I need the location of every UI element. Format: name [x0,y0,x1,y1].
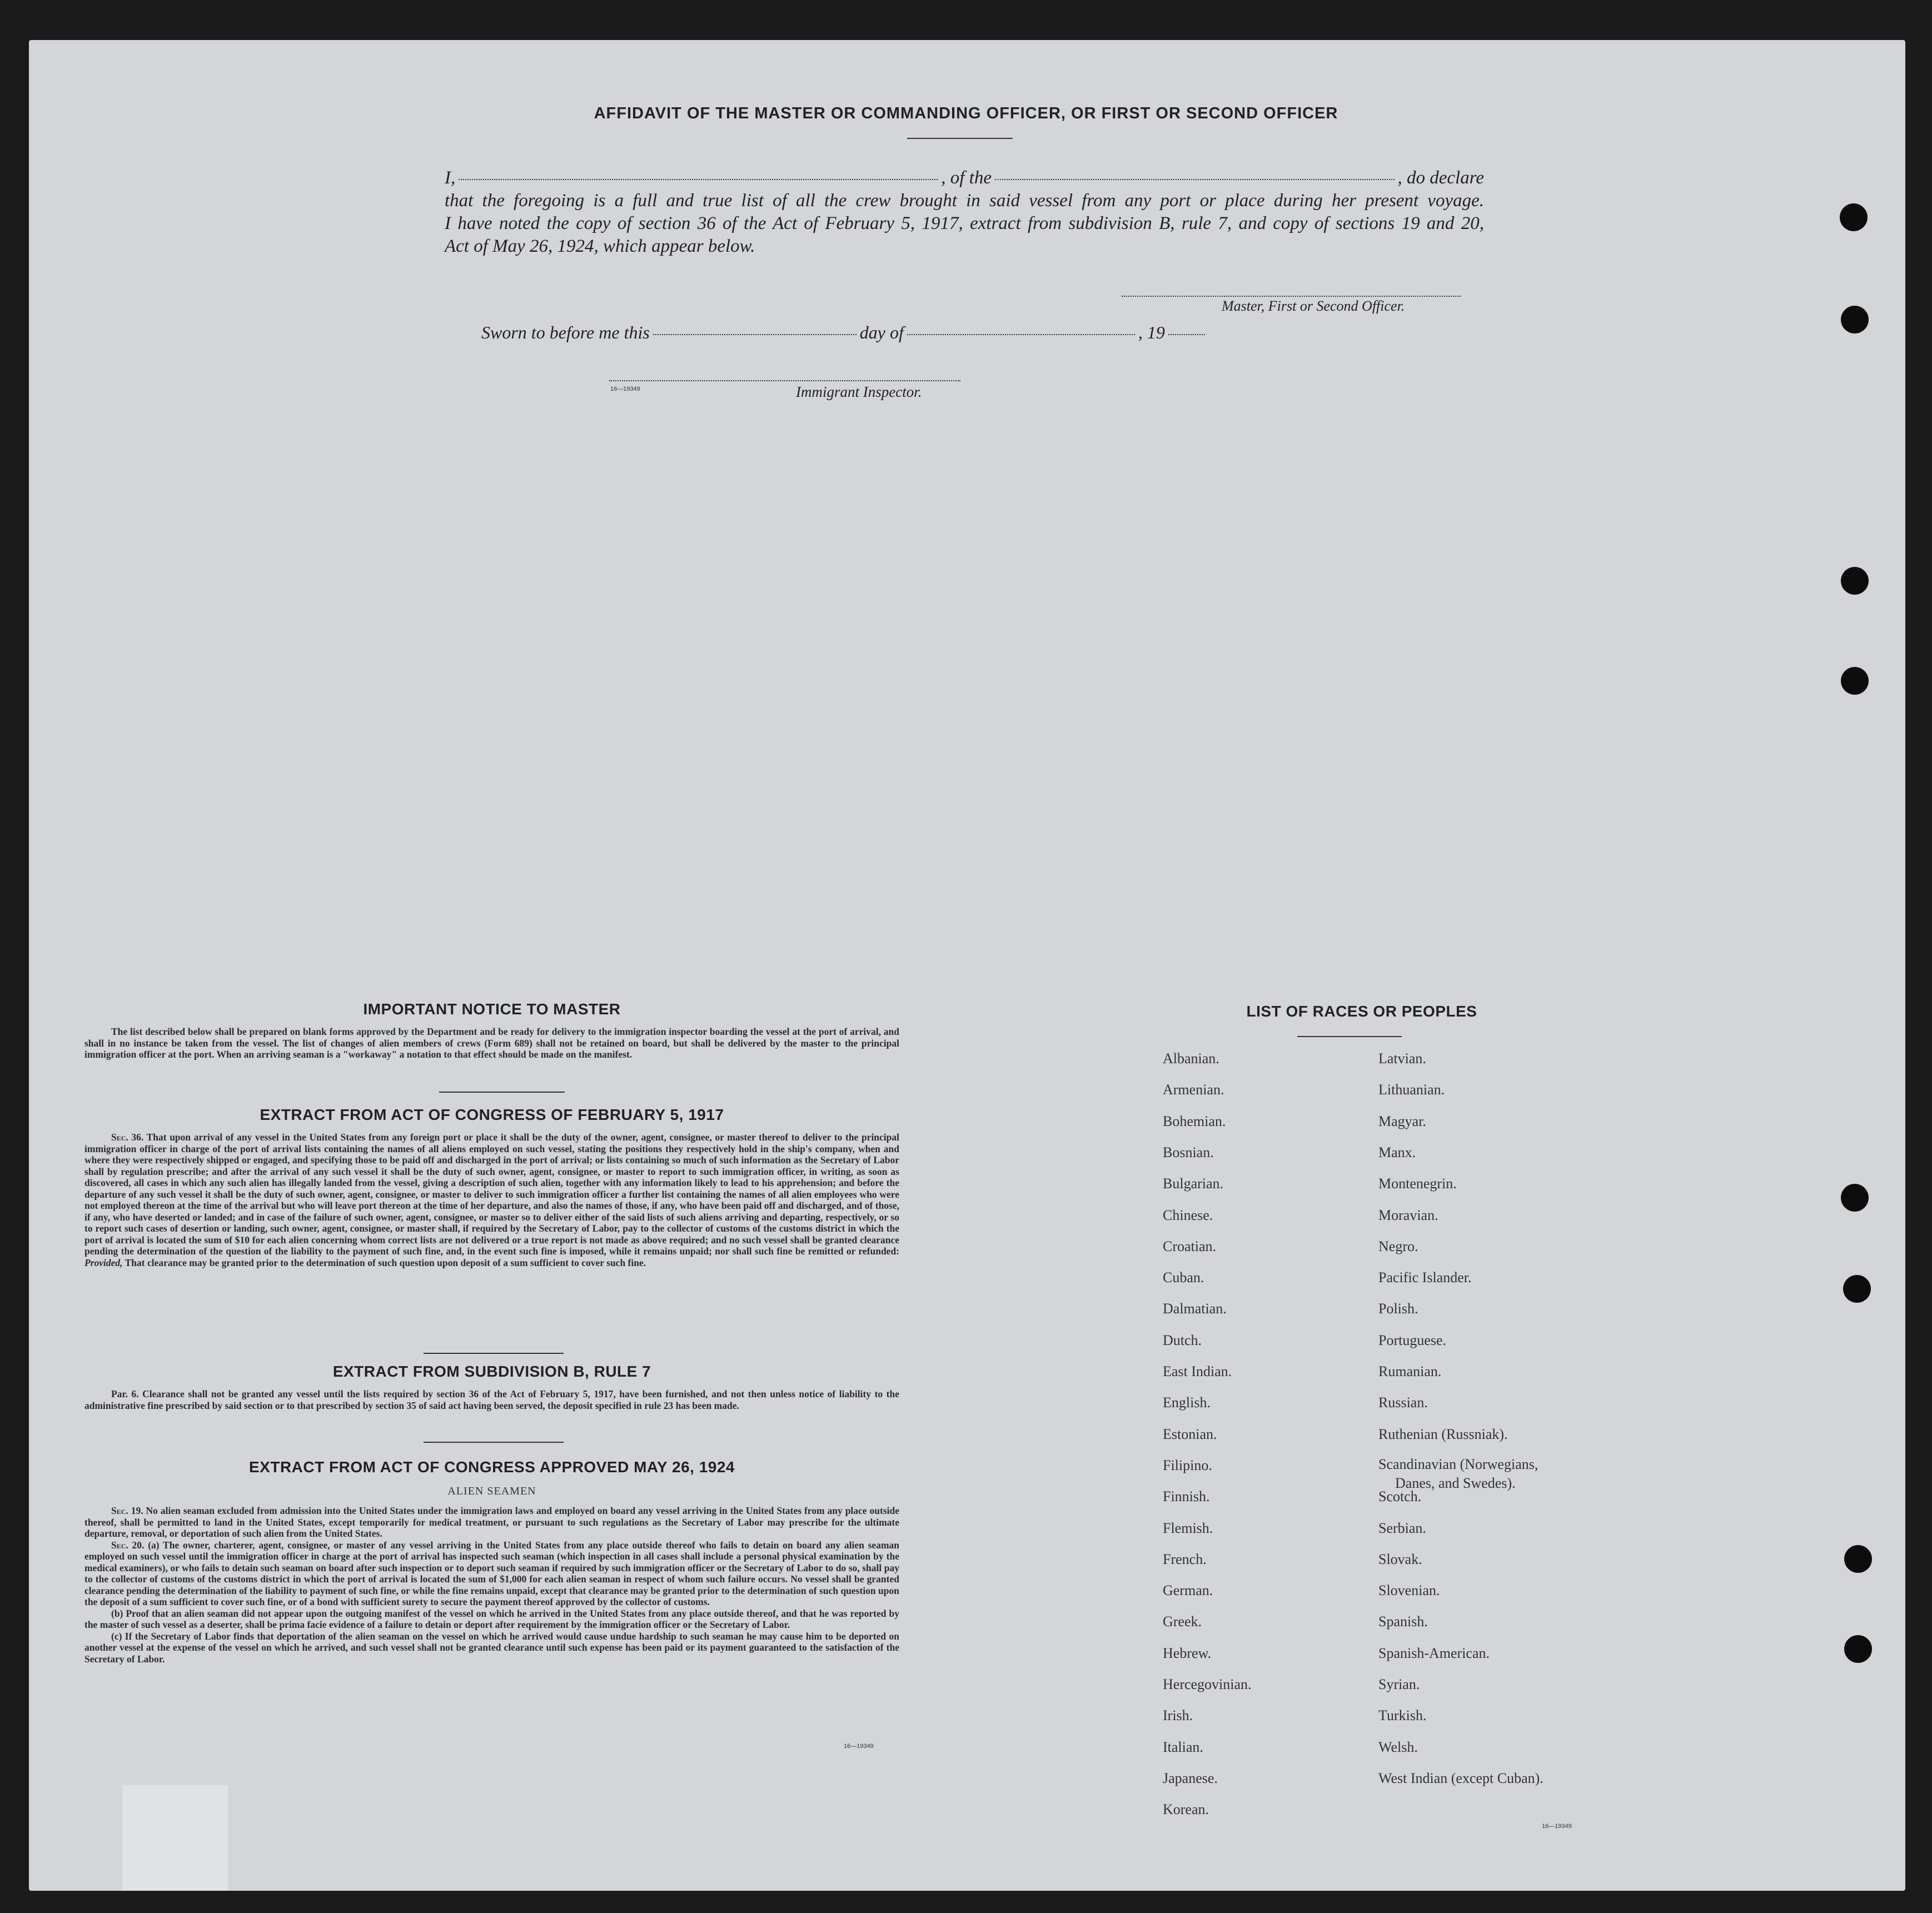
section-divider [424,1353,564,1354]
vessel-name-field[interactable] [995,179,1395,180]
section-20b-text: (b) Proof that an alien seaman did not appear upon the outgoing manifest of the vessel on which he arrived in the United States from any place outside thereof, and that he was reported by the master of such vessel as a deserter, shall be prima facie evidence of a failure to detain or deport after requirement by the immigration officer or the Secretary of Labor. [84,1607,899,1630]
race-item: Pacific Islander. [1378,1269,1472,1286]
section-20a-text: (a) The owner, charterer, agent, consignee, or master of any vessel arriving in the United States from any place outside thereof who fails to detain on board any alien seaman employed on such vessel until the immigration officer in charge at the port of arrival has inspected such seaman (which inspection in all cases shall include a personal physical examination by the medical examiners), or who fails to detain such seaman on board after such inspection or to deport such seaman if required by such immigration officer or the Secretary of Labor to do so, shall pay to the collector of customs of the customs district in which the port of arrival is located the sum of $1,000 for each alien seaman in respect of whom such failure occurs. No vessel shall be granted clearance pending the determination of the liability to payment of such fine, or while the fine remains unpaid, except that clearance may be granted prior to the determination of such question upon the deposit of a sum sufficient to cover such fine, or of a bond with sufficient surety to secure the payment thereof approved by the collector of customs. [84,1539,900,1607]
race-item: Serbian. [1378,1520,1426,1536]
master-signature-field[interactable] [1122,296,1461,297]
race-item: Chinese. [1163,1207,1213,1223]
race-item: Welsh. [1378,1738,1418,1755]
section-label: Sec. 36. [111,1132,144,1143]
race-item: West Indian (except Cuban). [1378,1770,1543,1786]
race-item: Scotch. [1378,1488,1422,1505]
race-item: Bulgarian. [1163,1175,1224,1192]
race-item: Bohemian. [1163,1113,1226,1129]
day-of-label: day of [859,322,904,342]
race-item: English. [1163,1394,1211,1411]
race-item: Spanish. [1378,1613,1428,1630]
declarant-name-field[interactable] [459,179,938,180]
race-item: German. [1163,1582,1213,1599]
race-item: Dutch. [1163,1332,1202,1348]
race-item: Syrian. [1378,1676,1420,1692]
race-item: Scandinavian (Norwegians, [1378,1456,1538,1472]
rule7-paragraph: Par. 6. Clearance shall not be granted any vessel until the lists required by section 36 of the Act of February 5, 1917, have been furnished, and not then unless notice of liability to the administrative fine prescribed by said section or to that prescribed by section 35 of said act having been served, the deposit specified in rule 23 has been made. [84,1388,899,1411]
punch-hole [1843,1275,1871,1303]
alien-seamen-subtitle: ALIEN SEAMEN [447,1485,536,1497]
section-20c-text: (c) If the Secretary of Labor finds that deportation of the alien seaman on the vessel on which he arrived would cause undue hardship to such seaman he may cause him to be deported on another vessel at the expense of the vessel on which he arrived, and such vessel shall not be granted clearance until such expense has been paid or its payment guaranteed to the satisfaction of the Secretary of Labor. [84,1630,899,1665]
extract-1917-title: EXTRACT FROM ACT OF CONGRESS OF FEBRUARY 5, 1917 [260,1106,724,1123]
section-label: Sec. 20. [111,1539,145,1551]
race-item: Japanese. [1163,1770,1218,1786]
race-item: Estonian. [1163,1426,1217,1442]
sworn-day-field[interactable] [653,334,857,335]
race-item: Danes, and Swedes). [1395,1474,1516,1491]
race-item: Russian. [1378,1394,1428,1411]
race-item: Ruthenian (Russniak). [1378,1426,1508,1442]
race-item: Polish. [1378,1301,1418,1317]
race-item: Hercegovinian. [1163,1676,1252,1692]
punch-hole [1844,1545,1872,1573]
race-item: Finnish. [1163,1488,1210,1505]
punch-hole [1844,1635,1872,1663]
races-list-title: LIST OF RACES OR PEOPLES [1246,1003,1477,1020]
declaration-line-2: that the foregoing is a full and true list of all the crew brought in said vessel from any port or place during her present voyage. [445,191,1484,211]
race-item: Montenegrin. [1378,1175,1457,1192]
punch-hole [1840,203,1868,231]
race-item: Negro. [1378,1238,1418,1254]
race-item: Rumanian. [1378,1363,1442,1379]
section-36-text-end: That clearance may be granted prior to the determination of such question upon deposit of a sum sufficient to cover such fine. [125,1257,646,1268]
race-item: Croatian. [1163,1238,1217,1254]
affidavit-title: AFFIDAVIT OF THE MASTER OR COMMANDING OFFICER, OR FIRST OR SECOND OFFICER [594,104,1338,122]
race-item: Latvian. [1378,1050,1426,1067]
race-item: East Indian. [1163,1363,1232,1379]
declaration-line-3: I have noted the copy of section 36 of the Act of February 5, 1917, extract from subdivision B, rule 7, and copy of sections 19 and 20, [445,213,1484,233]
punch-hole [1841,667,1869,695]
section-label: Sec. 19. [111,1505,143,1516]
extract-1924-text [84,1505,899,1665]
punch-hole [1841,1184,1869,1212]
inspector-signature-label: Immigrant Inspector. [796,383,922,400]
race-item: Korean. [1163,1801,1209,1818]
notice-title: IMPORTANT NOTICE TO MASTER [363,1000,621,1018]
race-item: Albanian. [1163,1050,1219,1067]
race-item: Spanish-American. [1378,1645,1490,1661]
race-item: Flemish. [1163,1520,1213,1536]
race-item: Slovenian. [1378,1582,1440,1599]
do-declare-label: , do declare [1397,168,1484,188]
title-divider [907,138,1013,139]
race-item: Greek. [1163,1613,1202,1630]
sworn-year-field[interactable] [1168,334,1205,335]
race-item: Moravian. [1378,1207,1438,1223]
section-36-text: That upon arrival of any vessel in the United States from any foreign port or place it shall be the duty of the owner, agent, consignee, or master thereof to deliver to the principal immigration officer in charge of the port of arrival lists containing the names of all aliens employed on such vessel, stating the positions they respectively hold in the ship's company, when and where they were respectively shipped or engaged, and specifying those to be paid off and discharged in the port of arrival; or lists containing so much of such information as the Secretary of Labor shall by regulation prescribe; and after the arrival of any such vessel it shall be the duty of such owner, agent, consignee, or master to report to such immigration officer, in writing, as soon as discovered, all cases in which any such alien has illegally landed from the vessel, giving a description of such alien, together with any information likely to lead to his apprehension; and before the departure of any such vessel it shall be the duty of such owner, agent, consignee, or master to deliver to such immigration officer a further list containing the names of all alien employees who were not employed thereon at the time of the arrival but who will leave port thereon at the time of her departure, and also the names of those, if any, who have been paid off and discharged, and of those, if any, who have deserted or landed; and in case of the failure of such owner, agent, consignee, or master so to deliver either of the said lists of such aliens arriving and departing, respectively, or so to report such cases of desertion or landing, such owner, agent, consignee, or master shall, if required by the Secretary of Labor, pay to the collector of customs of the customs district in which the port of arrival is located the sum of $10 for each alien concerning whom correct lists are not delivered or a true report is not made as above required; and no such vessel shall be granted clearance pending the determination of the question of the liability to the payment of such fine, and, in the event such fine is imposed, while it remains unpaid; nor shall such fine be remitted or refunded: [84,1132,900,1257]
paper-stain [122,1785,228,1891]
race-item: Magyar. [1378,1113,1426,1129]
section-divider [439,1092,565,1093]
sworn-month-field[interactable] [907,334,1135,335]
of-the-label: , of the [941,168,992,188]
declaration-line-4: Act of May 26, 1924, which appear below. [445,236,755,256]
race-item: Dalmatian. [1163,1301,1227,1317]
race-item: Armenian. [1163,1082,1224,1098]
master-signature-label: Master, First or Second Officer. [1222,298,1405,314]
section-divider [424,1442,564,1443]
race-item: Bosnian. [1163,1144,1214,1160]
extract-rule7-text [84,1388,899,1411]
race-item: French. [1163,1551,1207,1567]
section-19-text: No alien seaman excluded from admission into the United States under the immigration laws and employed on board any vessel arriving in the United States from any place outside thereof, shall be permitted to land in the United States, except temporarily for medical treatment, or pursuant to such regulations as the Secretary of Labor may prescribe for the ultimate departure, removal, or deportation of such alien from the United States. [84,1505,899,1539]
form-number: 16—19349 [610,386,640,392]
race-item: Manx. [1378,1144,1416,1160]
race-item: Slovak. [1378,1551,1422,1567]
inspector-signature-field[interactable] [609,380,960,381]
notice-text [84,1026,899,1060]
declarant-label: I, [445,168,456,188]
race-item: Portuguese. [1378,1332,1447,1348]
notice-paragraph: The list described below shall be prepared on blank forms approved by the Department and be ready for delivery to the immigration inspector boarding the vessel at the port of arrival, and shall in no instance be taken from the vessel. The list of changes of alien members of crews (Form 689) shall not be retained on board, but shall be delivered by the master to the principal immigration officer at the port. When an arriving seaman is a "workaway" a notation to that effect should be made on the manifest. [84,1026,899,1060]
race-item: Irish. [1163,1707,1193,1724]
section-divider [1297,1036,1402,1037]
sworn-label: Sworn to before me this [481,322,650,342]
provided-label: Provided, [84,1257,123,1268]
race-item: Hebrew. [1163,1645,1212,1661]
race-item: Turkish. [1378,1707,1427,1724]
form-number: 16—19349 [1542,1823,1572,1830]
extract-1924-title: EXTRACT FROM ACT OF CONGRESS APPROVED MAY 26, 1924 [249,1458,735,1476]
affidavit-declaration [445,167,1484,258]
extract-rule7-title: EXTRACT FROM SUBDIVISION B, RULE 7 [332,1363,651,1380]
punch-hole [1841,306,1869,333]
punch-hole [1841,567,1869,595]
year-label: , 19 [1138,322,1165,342]
race-item: Filipino. [1163,1457,1212,1473]
form-number: 16—19349 [844,1743,874,1750]
extract-1917-text [84,1132,899,1268]
race-item: Cuban. [1163,1269,1204,1286]
race-item: Italian. [1163,1738,1203,1755]
race-item: Lithuanian. [1378,1082,1445,1098]
sworn-statement [481,322,1237,343]
